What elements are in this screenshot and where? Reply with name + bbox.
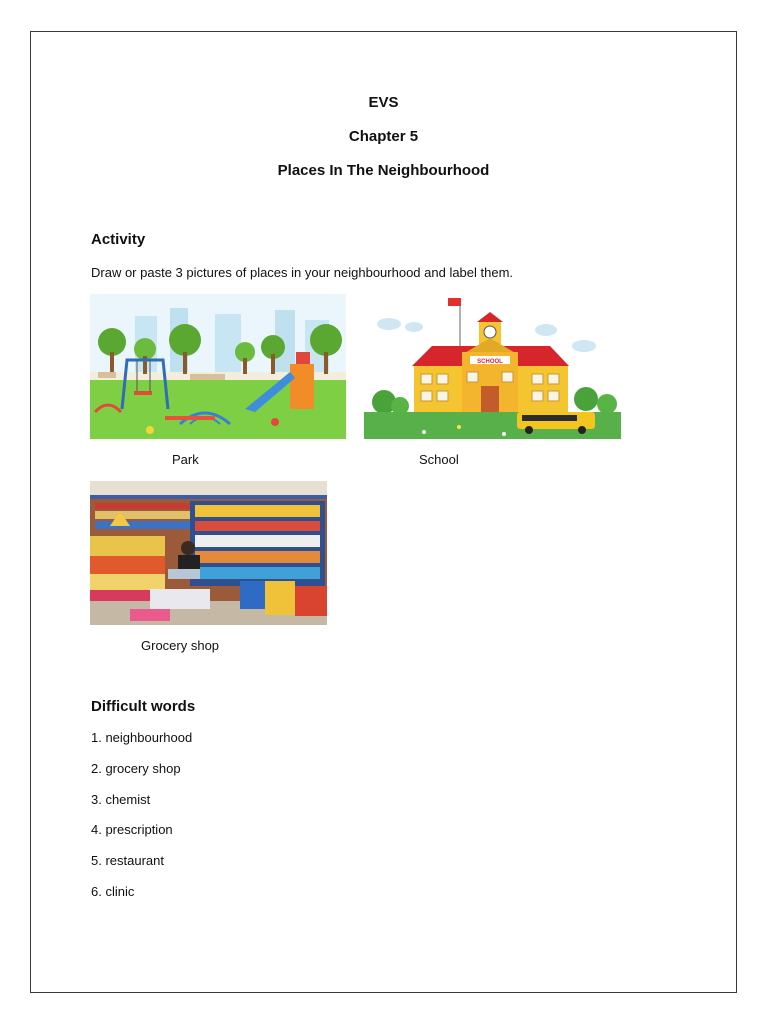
park-label: Park [172,452,199,467]
activity-instruction: Draw or paste 3 pictures of places in your neighbourhood and label them. [91,265,514,280]
difficult-words-list [91,729,192,914]
school-label: School [419,452,459,467]
park-picture [90,294,346,439]
activity-heading: Activity [91,231,146,248]
subject-heading: EVS [368,94,399,111]
list-item: 1. neighbourhood [91,730,193,745]
list-item: 5. restaurant [91,853,164,869]
page-title: Places In The Neighbourhood [277,162,490,179]
list-item: 6. clinic [91,883,135,899]
chapter-heading: Chapter 5 [348,128,419,145]
list-item: 2. grocery shop [91,760,181,776]
grocery-shop-picture [90,481,327,625]
list-item: 4. prescription [91,822,173,838]
list-item: 3. chemist [91,791,151,807]
difficult-words-heading: Difficult words [91,698,196,715]
school-sign-text: SCHOOL [477,359,503,365]
school-picture [364,294,621,439]
grocery-shop-label: Grocery shop [141,638,220,653]
document-page [30,31,737,993]
